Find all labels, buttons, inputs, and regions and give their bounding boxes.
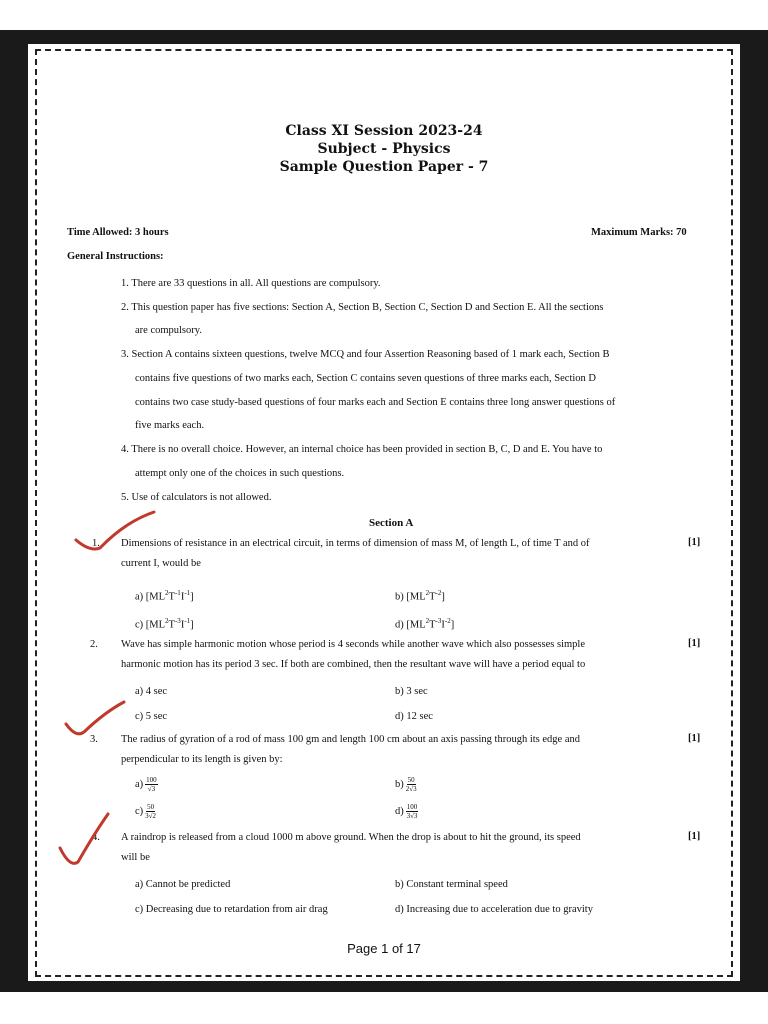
q3-marks: [1] xyxy=(688,733,701,744)
q2-text-line2: harmonic motion has its period 3 sec. If both are combined, then the resultant wave will have a period equal to xyxy=(121,659,586,670)
q4-text-line1: A raindrop is released from a cloud 1000 m above ground. When the drop is about to hit the ground, its speed xyxy=(121,832,581,843)
q2-marks: [1] xyxy=(688,638,701,649)
instruction-line: 5. Use of calculators is not allowed. xyxy=(121,492,272,503)
section-a-title: Section A xyxy=(369,517,414,529)
q4-marks: [1] xyxy=(688,831,701,842)
q3-option-d: d) $\frac{100}{3√3}$ xyxy=(395,803,418,820)
instruction-line: five marks each. xyxy=(135,420,205,431)
q3-option-c: c) $\frac{50}{3√2}$ xyxy=(135,803,157,820)
q4-number: 4. xyxy=(92,832,100,843)
page-number-footer: Page 1 of 17 xyxy=(347,941,421,956)
q4-text-line2: will be xyxy=(121,852,150,863)
instruction-line: contains two case study-based questions of four marks each and Section E contains three long answer questions of xyxy=(135,397,616,408)
q2-number: 2. xyxy=(90,639,98,650)
q1-option-a: a) $[ML^2T^{-1}I^{-1}]$ xyxy=(135,589,194,603)
q3-text-line2: perpendicular to its length is given by: xyxy=(121,754,283,765)
instruction-line: 4. There is no overall choice. However, an internal choice has been provided in section B, C, D and E. You have to xyxy=(121,444,603,455)
q3-option-b: b) $\frac{50}{2√3}$ xyxy=(395,776,417,793)
q1-text-line1: Dimensions of resistance in an electrical circuit, in terms of dimension of mass M, of length L, of time T and of xyxy=(121,538,590,549)
q3-number: 3. xyxy=(90,734,98,745)
q4-option-a: a) Cannot be predicted xyxy=(135,879,231,890)
paper-title: Sample Question Paper - 7 xyxy=(279,159,489,175)
paper-class-title: Class XI Session 2023-24 xyxy=(285,123,483,139)
instruction-line: 1. There are 33 questions in all. All questions are compulsory. xyxy=(121,278,381,289)
instruction-line: are compulsory. xyxy=(135,325,202,336)
instruction-line: 2. This question paper has five sections: Section A, Section B, Section C, Section D and Section E. All the sections xyxy=(121,302,604,313)
q4-option-b: b) Constant terminal speed xyxy=(395,879,508,890)
q1-option-b: b) $[ML^2T^{-2}]$ xyxy=(395,589,445,603)
instruction-line: contains five questions of two marks each, Section C contains seven questions of three marks each, Section D xyxy=(135,373,597,384)
q2-option-b: b) 3 sec xyxy=(395,686,428,697)
q2-option-c: c) 5 sec xyxy=(135,711,168,722)
q4-option-d: d) Increasing due to acceleration due to gravity xyxy=(395,904,593,915)
q1-marks: [1] xyxy=(688,537,701,548)
q1-text-line2: current I, would be xyxy=(121,558,201,569)
q3-text-line1: The radius of gyration of a rod of mass 100 gm and length 100 cm about an axis passing through its edge and xyxy=(121,734,580,745)
q4-option-c: c) Decreasing due to retardation from air drag xyxy=(135,904,328,915)
q2-text-line1: Wave has simple harmonic motion whose period is 4 seconds while another wave which also possesses simple xyxy=(121,639,585,650)
q2-option-a: a) 4 sec xyxy=(135,686,168,697)
q2-option-d: d) 12 sec xyxy=(395,711,433,722)
paper-subject: Subject - Physics xyxy=(317,141,451,157)
q1-option-c: c) $[ML^2T^{-3}I^{-1}]$ xyxy=(135,617,194,631)
general-instructions-heading: General Instructions: xyxy=(67,251,164,262)
instruction-line: 3. Section A contains sixteen questions, twelve MCQ and four Assertion Reasoning based of 1 mark each, Section B xyxy=(121,349,610,360)
maximum-marks: Maximum Marks: 70 xyxy=(591,227,687,238)
instruction-line: attempt only one of the choices in such questions. xyxy=(135,468,345,479)
q1-number: 1. xyxy=(92,538,100,549)
q1-option-d: d) $[ML^2T^{-3}I^{-2}]$ xyxy=(395,617,455,631)
time-allowed: Time Allowed: 3 hours xyxy=(67,227,169,238)
q3-option-a: a) $\frac{100}{√3}$ xyxy=(135,776,157,793)
